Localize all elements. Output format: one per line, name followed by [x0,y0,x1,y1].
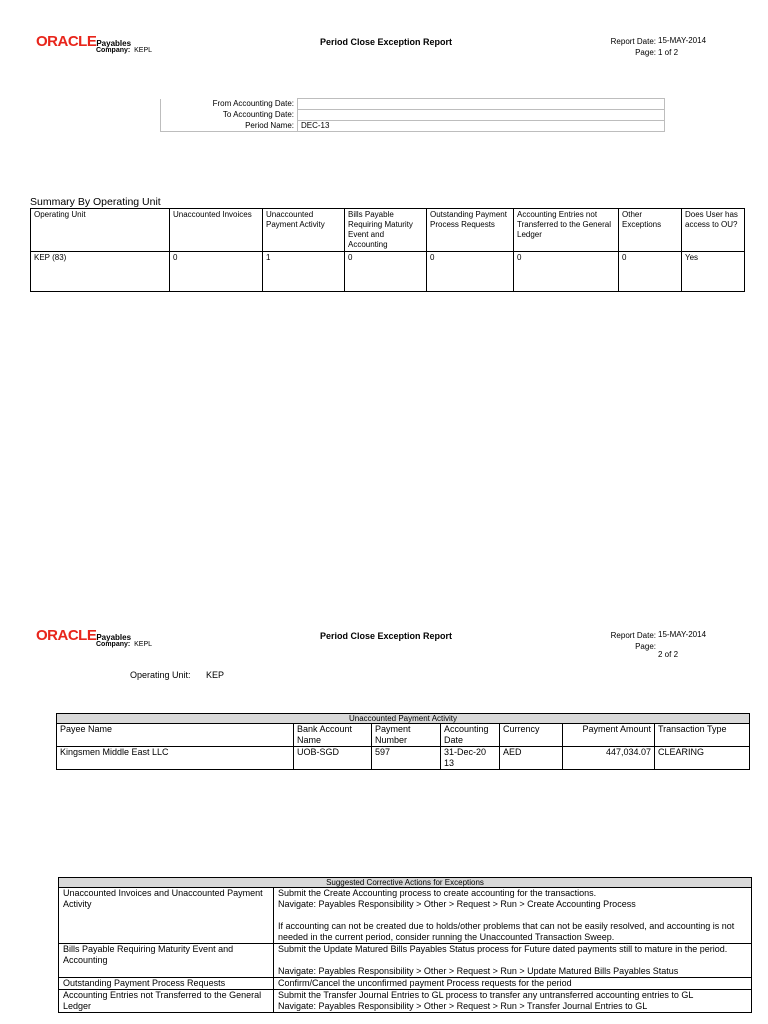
upa-row [57,747,750,770]
param-row [161,110,665,121]
upa-header: Payment Amount [563,724,655,747]
parameters-table [160,98,665,132]
summary-header: Unaccounted Payment Activity [263,209,345,252]
corrective-action [274,990,752,1013]
upa-header: Accounting Date [441,724,500,747]
upa-header: Bank Account Name [294,724,372,747]
param-value [298,110,665,121]
upa-header: Currency [500,724,563,747]
summary-cell: 0 [170,252,263,292]
upa-cell: AED [500,747,563,770]
param-label: To Accounting Date: [161,110,298,121]
corrective-action-line: Navigate: Payables Responsibility > Other > Request > Run > Update Matured Bills Payables Status [278,966,679,976]
upa-cell: UOB-SGD [294,747,372,770]
page-label: Page: [635,642,656,651]
summary-cell: 0 [345,252,427,292]
upa-cell: 447,034.07 [563,747,655,770]
report-title: Period Close Exception Report [320,631,453,641]
upa-cell: Kingsmen Middle East LLC [57,747,294,770]
corrective-action-line: If accounting can not be created due to holds/other problems that can not be easily resolved, and accounting is not needed in the current period, consider running the Unaccounted Transaction Sweep. [278,921,735,942]
param-row [161,121,665,132]
summary-cell: 0 [427,252,514,292]
corrective-caption-row [59,878,752,888]
summary-cell: Yes [682,252,745,292]
report-date-label: Report Date: [610,631,656,640]
corrective-row [59,990,752,1013]
corrective-row [59,888,752,944]
summary-header-row [31,209,745,252]
param-value: DEC-13 [298,121,665,132]
unaccounted-payment-table [56,713,750,770]
corrective-actions-table [58,877,752,1013]
operating-unit-value: KEP [206,670,225,680]
corrective-exception: Outstanding Payment Process Requests [59,978,274,990]
report-date-value: 15-MAY-2014 [658,36,707,45]
corrective-action-line: Submit the Create Accounting process to create accounting for the transactions. [278,888,597,898]
upa-caption-row [57,714,750,724]
company-line [96,47,152,54]
corrective-row [59,944,752,978]
corrective-action-line: Confirm/Cancel the unconfirmed payment Process requests for the period [278,978,572,988]
corrective-action-line: Navigate: Payables Responsibility > Other > Request > Run > Transfer Journal Entries to GL [278,1001,648,1011]
product-name: Payables [96,633,132,642]
upa-header-row [57,724,750,747]
corrective-action-line: Submit the Update Matured Bills Payables Status process for Future dated payments still to mature in the period. [278,944,728,954]
upa-cell: 597 [372,747,441,770]
corrective-exception: Unaccounted Invoices and Unaccounted Payment Activity [59,888,274,944]
upa-cell: CLEARING [655,747,750,770]
corrective-exception: Bills Payable Requiring Maturity Event and Accounting [59,944,274,978]
product-name: Payables [96,39,132,48]
param-label: From Accounting Date: [161,99,298,110]
param-value [298,99,665,110]
corrective-title: Suggested Corrective Actions for Exceptions [59,878,752,888]
page-number: 2 of 2 [658,650,679,659]
company-value: KEPL [134,47,153,54]
summary-title: Summary By Operating Unit [30,196,161,208]
report-title: Period Close Exception Report [320,37,453,47]
oracle-logo-text: ORACLE [36,33,97,50]
company-label: Company: [96,47,131,54]
summary-cell: 1 [263,252,345,292]
corrective-action-line: Navigate: Payables Responsibility > Other > Request > Run > Create Accounting Process [278,899,636,909]
upa-header: Payee Name [57,724,294,747]
corrective-action [274,888,752,944]
operating-unit-label: Operating Unit: [130,670,191,680]
summary-cell: KEP (83) [31,252,170,292]
upa-header: Transaction Type [655,724,750,747]
param-row [161,99,665,110]
summary-table [30,208,745,292]
summary-header: Unaccounted Invoices [170,209,263,252]
summary-header: Outstanding Payment Process Requests [427,209,514,252]
company-label: Company: [96,641,131,648]
summary-header: Accounting Entries not Transferred to the General Ledger [514,209,619,252]
summary-header: Does User has access to OU? [682,209,745,252]
summary-header: Operating Unit [31,209,170,252]
page-number: 1 of 2 [658,48,679,57]
summary-cell: 0 [619,252,682,292]
corrective-action [274,944,752,978]
summary-row [31,252,745,292]
upa-title: Unaccounted Payment Activity [57,714,750,724]
summary-header: Bills Payable Requiring Maturity Event and Accounting [345,209,427,252]
upa-header: Payment Number [372,724,441,747]
corrective-exception: Accounting Entries not Transferred to the General Ledger [59,990,274,1013]
report-date-label: Report Date: [610,37,656,46]
summary-header: Other Exceptions [619,209,682,252]
company-line [96,641,152,648]
report-date-value: 15-MAY-2014 [658,630,707,639]
page-label: Page: [635,48,656,57]
company-value: KEPL [134,641,153,648]
corrective-action-line: Submit the Transfer Journal Entries to GL process to transfer any untransferred accounting entries to GL [278,990,694,1000]
corrective-action [274,978,752,990]
oracle-logo-text: ORACLE [36,627,97,644]
summary-cell: 0 [514,252,619,292]
corrective-row [59,978,752,990]
upa-cell: 31-Dec-20 13 [441,747,500,770]
param-label: Period Name: [161,121,298,132]
